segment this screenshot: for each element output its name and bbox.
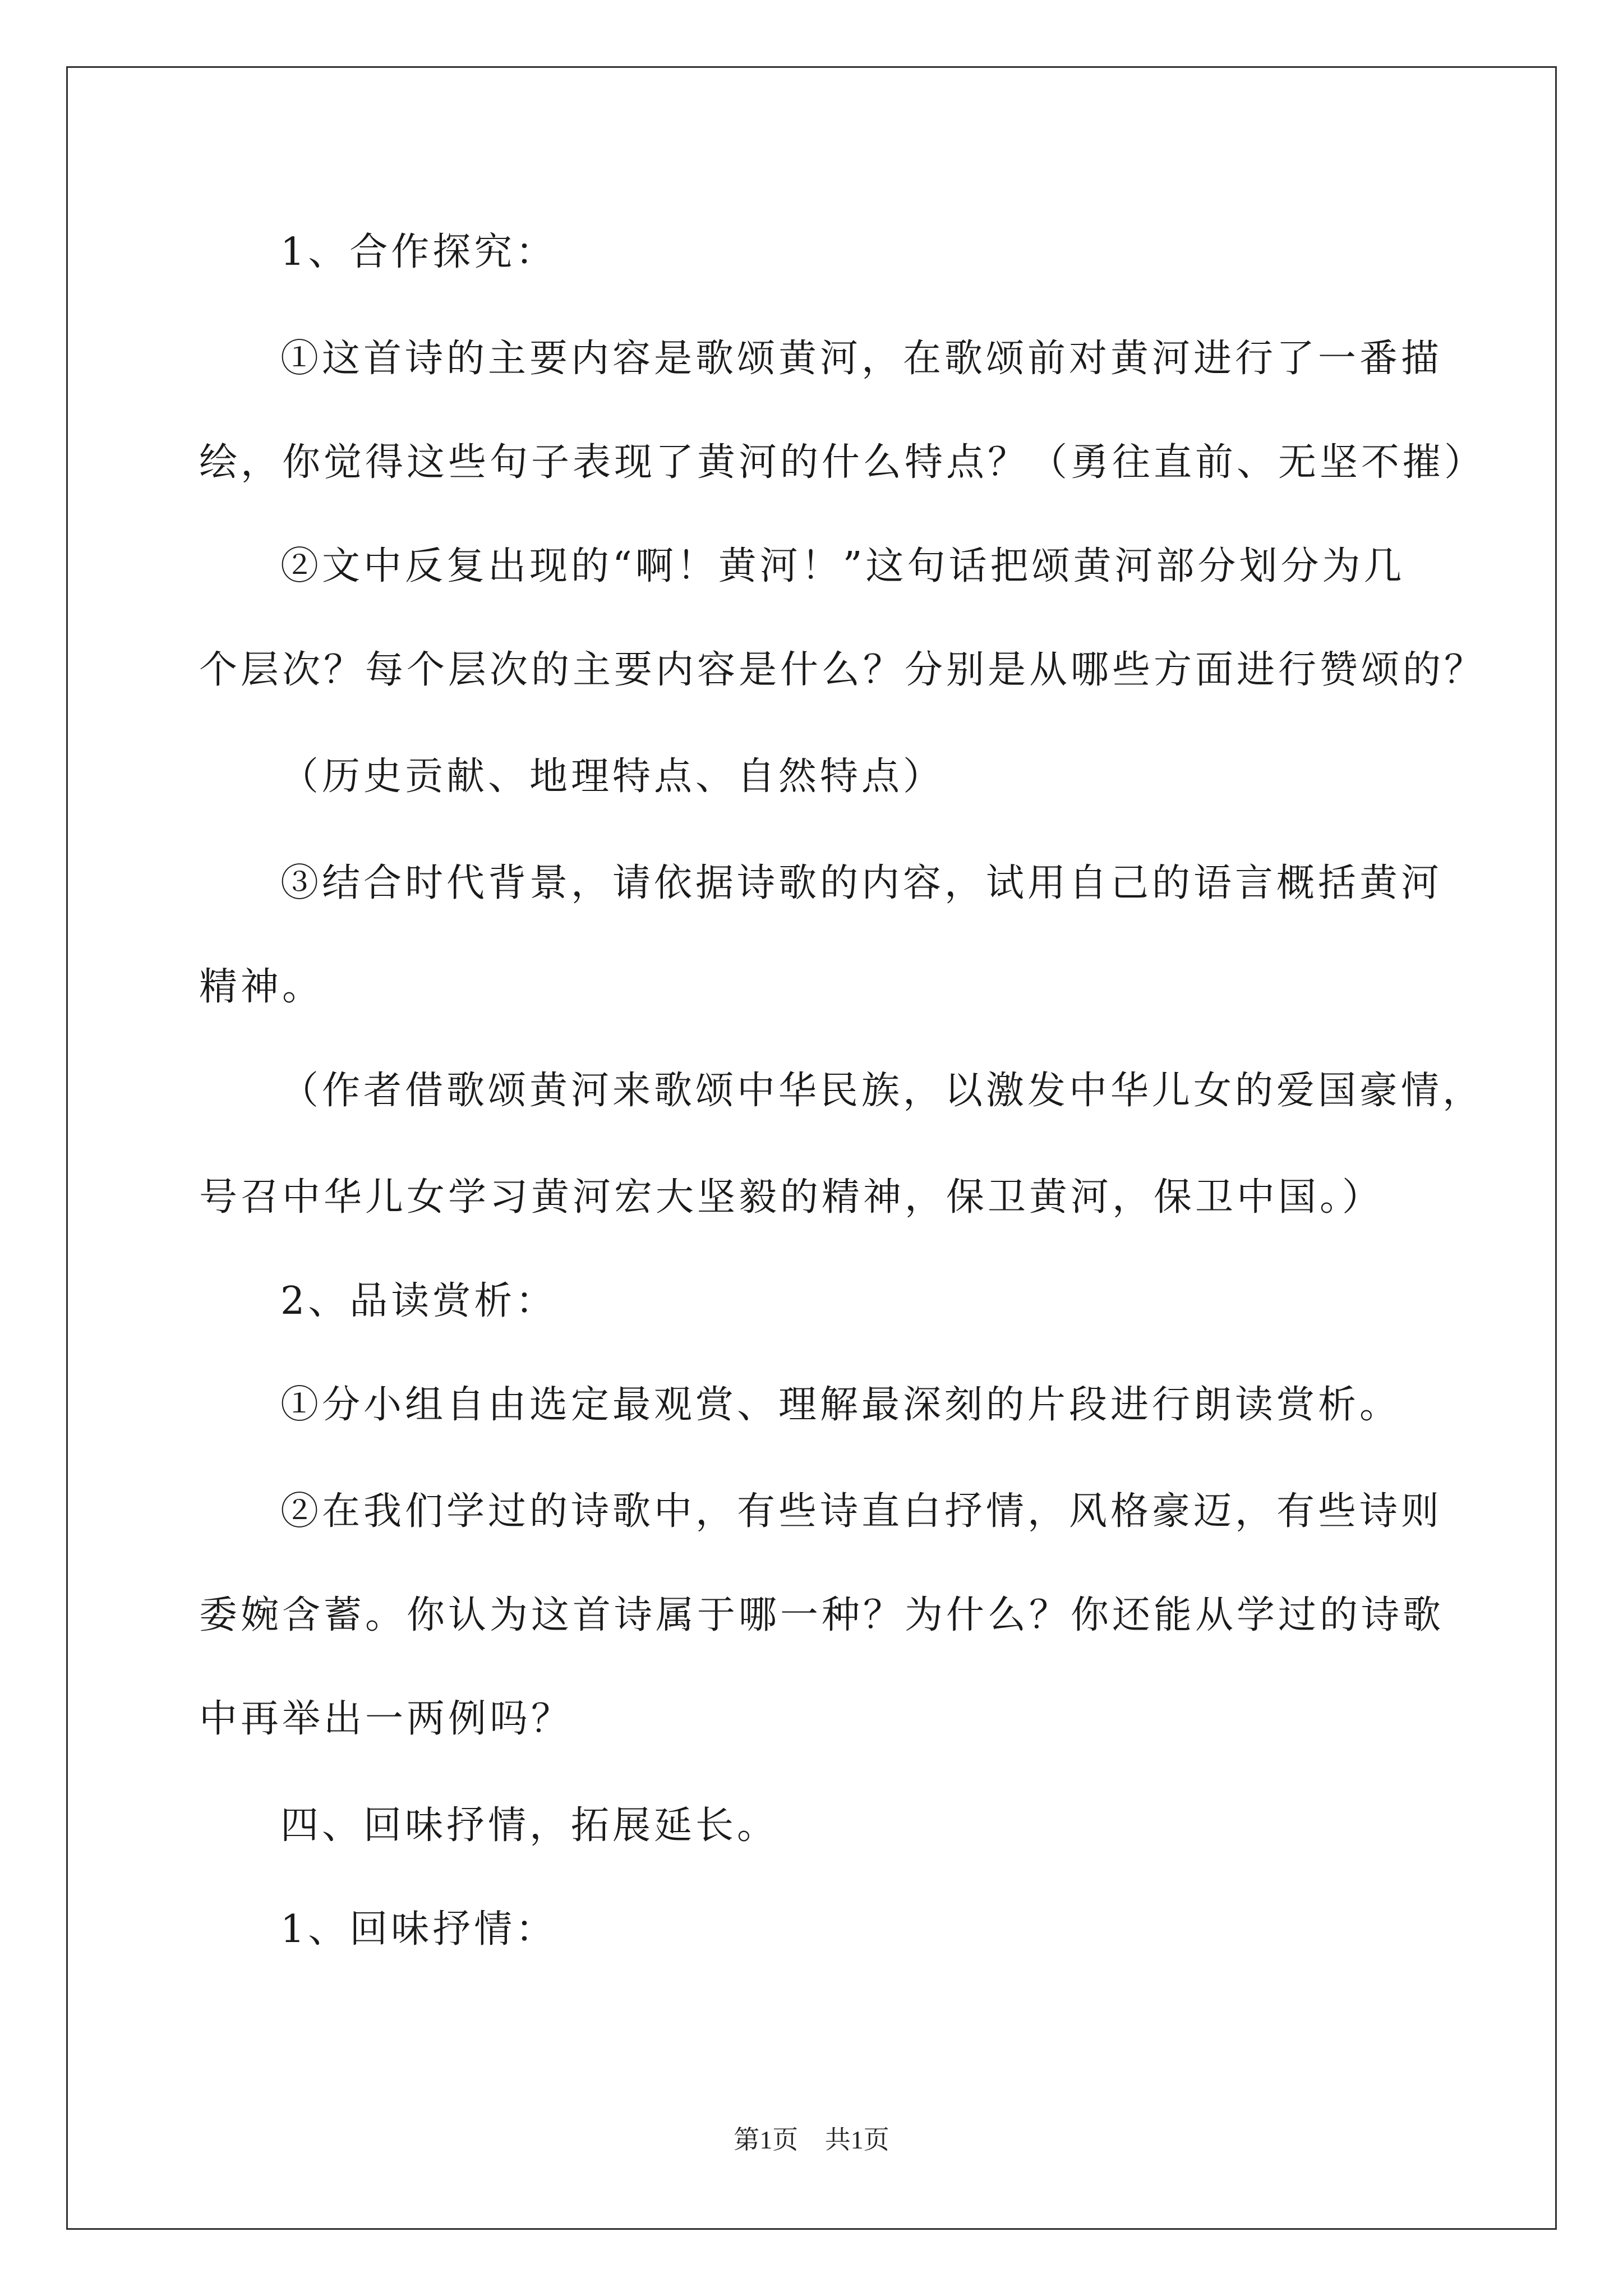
paragraph-line: （作者借歌颂黄河来歌颂中华民族，以激发中华儿女的爱国豪情， [280,1069,1484,1113]
heading-reflection: 1、回味抒情： [280,1907,557,1952]
paragraph-line: 委婉含蓄。你认为这首诗属于哪一种？为什么？你还能从学过的诗歌 [199,1593,1445,1637]
paragraph-line: ③结合时代背景，请依据诗歌的内容，试用自己的语言概括黄河 [280,861,1443,905]
paragraph-line: ②在我们学过的诗歌中，有些诗直白抒情，风格豪迈，有些诗则 [280,1489,1443,1534]
paragraph-line: （历史贡献、地理特点、自然特点） [280,754,945,799]
paragraph-line: ①这首诗的主要内容是歌颂黄河，在歌颂前对黄河进行了一番描 [280,337,1443,381]
heading-section-four: 四、回味抒情，拓展延长。 [280,1803,779,1848]
paragraph-line: ②文中反复出现的“啊！黄河！”这句话把颂黄河部分划分为几 [280,544,1405,588]
paragraph-line: 个层次？每个层次的主要内容是什么？分别是从哪些方面进行赞颂的？ [199,648,1486,692]
paragraph-line: 精神。 [199,965,324,1009]
page-footer [0,2123,1623,2157]
page-number: 第1页 [734,2125,799,2154]
heading-cooperative-inquiry: 1、合作探究： [280,230,557,274]
paragraph-line: ①分小组自由选定最观赏、理解最深刻的片段进行朗读赏析。 [280,1383,1401,1427]
paragraph-line: 中再举出一两例吗？ [199,1697,573,1741]
heading-appreciation: 2、品读赏析： [280,1279,557,1323]
paragraph-line: 绘，你觉得这些句子表现了黄河的什么特点？（勇往直前、无坚不摧） [199,440,1486,485]
paragraph-line: 号召中华儿女学习黄河宏大坚毅的精神，保卫黄河，保卫中国。） [199,1175,1384,1220]
page-total: 共1页 [824,2125,889,2154]
